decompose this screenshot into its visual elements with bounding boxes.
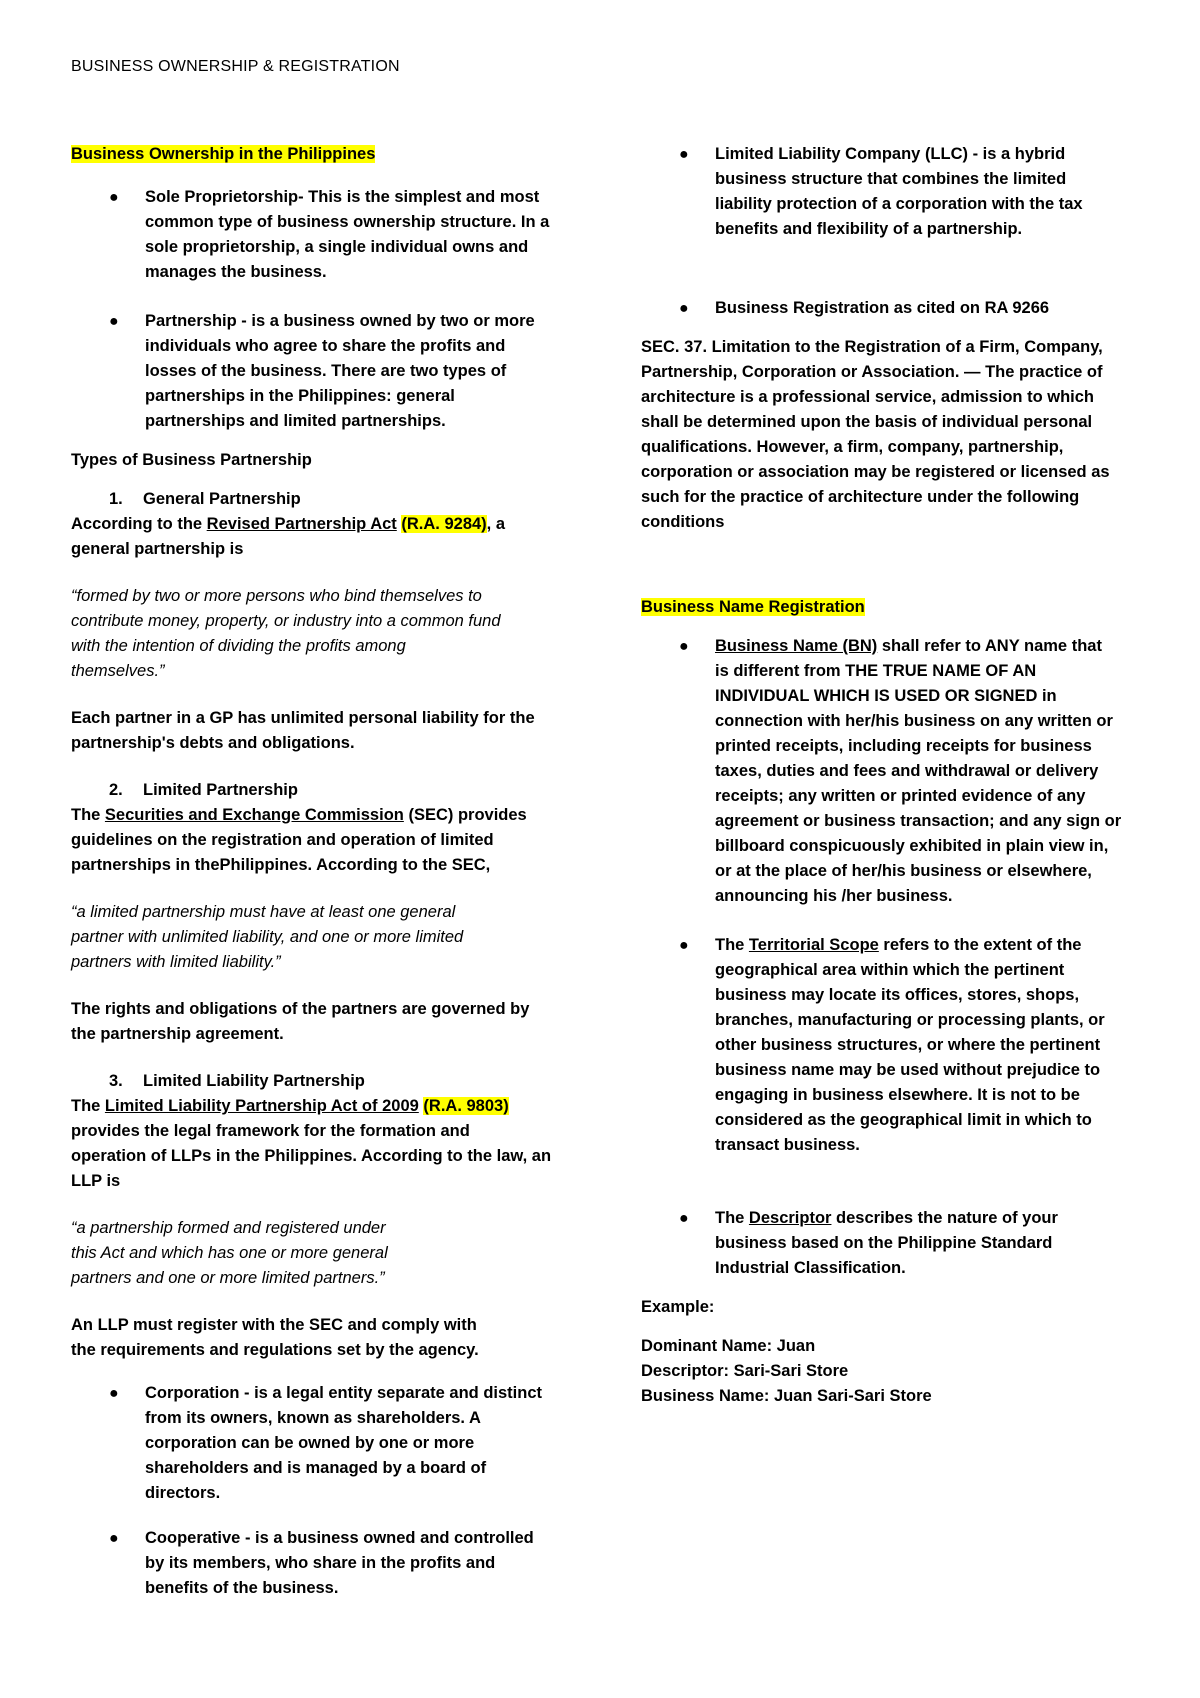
subheading: Limited Liability Partnership bbox=[143, 1072, 365, 1090]
list-item-partnership bbox=[71, 309, 576, 434]
text-line: billboard conspicuously exhibited in plain view in, bbox=[715, 837, 1109, 855]
page-title: BUSINESS OWNERSHIP & REGISTRATION bbox=[71, 58, 400, 75]
text-line: operation of LLPs in the Philippines. According to the law, an bbox=[71, 1147, 552, 1165]
list-item-territorial-scope bbox=[641, 933, 1151, 1158]
bullet-icon: ● bbox=[679, 300, 689, 317]
text-line: Industrial Classification. bbox=[715, 1259, 906, 1277]
text: The bbox=[71, 806, 105, 824]
text-line bbox=[715, 634, 1151, 659]
term: Territorial Scope bbox=[748, 936, 879, 954]
highlighted-heading: Business Ownership in the Philippines bbox=[71, 145, 376, 163]
text-line bbox=[715, 933, 1151, 958]
bullet-icon: ● bbox=[109, 189, 119, 206]
list-item-cooperative bbox=[71, 1526, 576, 1601]
text-line: general partnership is bbox=[71, 540, 244, 558]
subheading: General Partnership bbox=[143, 490, 301, 508]
types-heading: Types of Business Partnership bbox=[71, 451, 312, 469]
text-line: from its owners, known as shareholders. A bbox=[145, 1409, 481, 1427]
example-block bbox=[641, 1334, 1151, 1409]
text-line: partnerships and limited partnerships. bbox=[145, 412, 446, 430]
text-line: considered as the geographical limit in which to bbox=[715, 1111, 1092, 1129]
bullet-icon: ● bbox=[679, 146, 689, 163]
text-line: architecture is a professional service, admission to which bbox=[641, 388, 1094, 406]
text-line: An LLP must register with the SEC and comply with bbox=[71, 1316, 477, 1334]
bullet-icon: ● bbox=[109, 1385, 119, 1402]
text-line: manages the business. bbox=[145, 263, 327, 281]
text-line: or at the place of her/his business or elsewhere, bbox=[715, 862, 1092, 880]
text-line: liability protection of a corporation with the tax bbox=[715, 195, 1083, 213]
text-line: Each partner in a GP has unlimited personal liability for the bbox=[71, 709, 535, 727]
text-line: sole proprietorship, a single individual owns and bbox=[145, 238, 529, 256]
text: According to the bbox=[71, 515, 207, 533]
bullet-icon: ● bbox=[679, 638, 689, 655]
text: The bbox=[715, 936, 749, 954]
text-line: Sole Proprietorship- This is the simplest and most bbox=[145, 188, 540, 206]
text-line: by its members, who share in the profits and bbox=[145, 1554, 496, 1572]
entity-list bbox=[71, 1381, 576, 1601]
llp-quote bbox=[71, 1216, 576, 1291]
example-line: Descriptor: Sari-Sari Store bbox=[641, 1362, 849, 1380]
gp-heading bbox=[109, 487, 576, 512]
lp-intro bbox=[71, 803, 576, 828]
quote-line: this Act and which has one or more general bbox=[71, 1244, 388, 1262]
quote-line: “a limited partnership must have at least one general bbox=[71, 903, 456, 921]
ra-number: (R.A. 9803) bbox=[423, 1097, 509, 1115]
text-line: INDIVIDUAL WHICH IS USED OR SIGNED in bbox=[715, 687, 1057, 705]
text-line: Partnership, Corporation or Association. — The practice of bbox=[641, 363, 1103, 381]
text: The bbox=[715, 1209, 749, 1227]
agency-name: Securities and Exchange Commission bbox=[104, 806, 404, 824]
text-line: business structure that combines the limited bbox=[715, 170, 1067, 188]
bullet-icon: ● bbox=[109, 313, 119, 330]
text-line: conditions bbox=[641, 513, 725, 531]
text-line: is different from THE TRUE NAME OF AN bbox=[715, 662, 1037, 680]
text: (SEC) provides bbox=[403, 806, 527, 824]
left-column bbox=[71, 142, 576, 1601]
text: , a bbox=[486, 515, 506, 533]
text-line: benefits and flexibility of a partnership. bbox=[715, 220, 1023, 238]
gp-liability bbox=[71, 706, 576, 756]
text-line bbox=[715, 1206, 1151, 1231]
quote-line: themselves.” bbox=[71, 662, 165, 680]
subheading: Limited Partnership bbox=[143, 781, 298, 799]
right-column bbox=[641, 142, 1151, 1409]
lp-heading bbox=[109, 778, 576, 803]
text-line: Cooperative - is a business owned and controlled bbox=[145, 1529, 534, 1547]
text: shall refer to ANY name that bbox=[877, 637, 1102, 655]
quote-line: partners with limited liability.” bbox=[71, 953, 281, 971]
text-line: branches, manufacturing or processing plants, or bbox=[715, 1011, 1105, 1029]
text-line: Business Registration as cited on RA 9266 bbox=[715, 299, 1050, 317]
text-line: geographical area within which the pertinent bbox=[715, 961, 1065, 979]
act-name: Limited Liability Partnership Act of 2009 bbox=[104, 1097, 419, 1115]
text-line: guidelines on the registration and operation of limited bbox=[71, 831, 494, 849]
text-line: corporation can be owned by one or more bbox=[145, 1434, 475, 1452]
text-line: The rights and obligations of the partners are governed by bbox=[71, 1000, 530, 1018]
gp-intro bbox=[71, 512, 576, 537]
text-line: other business structures, or where the pertinent bbox=[715, 1036, 1101, 1054]
list-item-descriptor bbox=[641, 1206, 1151, 1281]
text-line: Corporation - is a legal entity separate and distinct bbox=[145, 1384, 542, 1402]
text: refers to the extent of the bbox=[878, 936, 1082, 954]
gp-quote bbox=[71, 584, 576, 684]
sec37-paragraph bbox=[641, 335, 1151, 535]
quote-line: partners and one or more limited partners.” bbox=[71, 1269, 385, 1287]
term: Business Name (BN) bbox=[715, 637, 878, 655]
act-name: Revised Partnership Act bbox=[206, 515, 397, 533]
text-line: partnerships in thePhilippines. According to the SEC, bbox=[71, 856, 491, 874]
text-line: SEC. 37. Limitation to the Registration of a Firm, Company, bbox=[641, 338, 1103, 356]
text-line: business name may be used without prejudice to bbox=[715, 1061, 1101, 1079]
text-line: Partnership - is a business owned by two or more bbox=[145, 312, 535, 330]
text-line: losses of the business. There are two types of bbox=[145, 362, 507, 380]
list-item-corporation bbox=[71, 1381, 576, 1506]
text-line: corporation or association may be registered or licensed as bbox=[641, 463, 1110, 481]
llp-intro bbox=[71, 1094, 576, 1119]
bullet-icon: ● bbox=[109, 1530, 119, 1547]
text-line: printed receipts, including receipts for business bbox=[715, 737, 1092, 755]
list-item-llc bbox=[641, 142, 1151, 242]
text-line: business may locate its offices, stores, shops, bbox=[715, 986, 1080, 1004]
quote-line: contribute money, property, or industry into a common fund bbox=[71, 612, 501, 630]
ownership-list bbox=[71, 185, 576, 434]
list-number: 2. bbox=[109, 781, 123, 799]
llc-list bbox=[641, 142, 1151, 321]
text: describes the nature of your bbox=[831, 1209, 1058, 1227]
term: Descriptor bbox=[748, 1209, 832, 1227]
text-line: common type of business ownership structure. In a bbox=[145, 213, 550, 231]
text-line: shareholders and is managed by a board of bbox=[145, 1459, 487, 1477]
text-line: directors. bbox=[145, 1484, 221, 1502]
text-line: taxes, duties and fees and withdrawal or delivery bbox=[715, 762, 1099, 780]
text: The bbox=[71, 1097, 105, 1115]
text-line: partnership's debts and obligations. bbox=[71, 734, 355, 752]
highlighted-heading: Business Name Registration bbox=[641, 598, 865, 616]
bullet-icon: ● bbox=[679, 937, 689, 954]
text-line: transact business. bbox=[715, 1136, 860, 1154]
bnr-list bbox=[641, 634, 1151, 1281]
bnr-title bbox=[641, 595, 1151, 620]
text-line: agreement or business transaction; and any sign or bbox=[715, 812, 1122, 830]
list-item-business-name bbox=[641, 634, 1151, 909]
list-item-business-registration bbox=[641, 296, 1151, 321]
quote-line: “a partnership formed and registered under bbox=[71, 1219, 386, 1237]
text-line: the partnership agreement. bbox=[71, 1025, 284, 1043]
quote-line: partner with unlimited liability, and one or more limited bbox=[71, 928, 464, 946]
text-line: individuals who agree to share the profits and bbox=[145, 337, 506, 355]
quote-line: “formed by two or more persons who bind themselves to bbox=[71, 587, 482, 605]
text-line: qualifications. However, a firm, company, partnership, bbox=[641, 438, 1064, 456]
example-line: Business Name: Juan Sari-Sari Store bbox=[641, 1387, 932, 1405]
llp-heading bbox=[109, 1069, 576, 1094]
text-line: the requirements and regulations set by the agency. bbox=[71, 1341, 479, 1359]
bullet-icon: ● bbox=[679, 1210, 689, 1227]
lp-quote bbox=[71, 900, 576, 975]
text-line: receipts; any written or printed evidence of any bbox=[715, 787, 1086, 805]
text-line: such for the practice of architecture under the following bbox=[641, 488, 1080, 506]
text-line: LLP is bbox=[71, 1172, 121, 1190]
text-line: Limited Liability Company (LLC) - is a hybrid bbox=[715, 145, 1066, 163]
section-title bbox=[71, 142, 576, 167]
ra-number: (R.A. 9284) bbox=[401, 515, 487, 533]
list-item-sole-proprietorship bbox=[71, 185, 576, 285]
text-line: announcing his /her business. bbox=[715, 887, 953, 905]
text-line: connection with her/his business on any written or bbox=[715, 712, 1113, 730]
text-line: business based on the Philippine Standard bbox=[715, 1234, 1053, 1252]
llp-register bbox=[71, 1313, 576, 1363]
list-number: 1. bbox=[109, 490, 123, 508]
example-line: Dominant Name: Juan bbox=[641, 1337, 816, 1355]
text-line: partnerships in the Philippines: general bbox=[145, 387, 455, 405]
list-number: 3. bbox=[109, 1072, 123, 1090]
quote-line: with the intention of dividing the profits among bbox=[71, 637, 406, 655]
text-line: shall be determined upon the basis of individual personal bbox=[641, 413, 1093, 431]
example-label: Example: bbox=[641, 1298, 715, 1316]
text-line: benefits of the business. bbox=[145, 1579, 339, 1597]
text-line: engaging in business elsewhere. It is not to be bbox=[715, 1086, 1080, 1104]
lp-rights bbox=[71, 997, 576, 1047]
text-line: provides the legal framework for the formation and bbox=[71, 1122, 470, 1140]
